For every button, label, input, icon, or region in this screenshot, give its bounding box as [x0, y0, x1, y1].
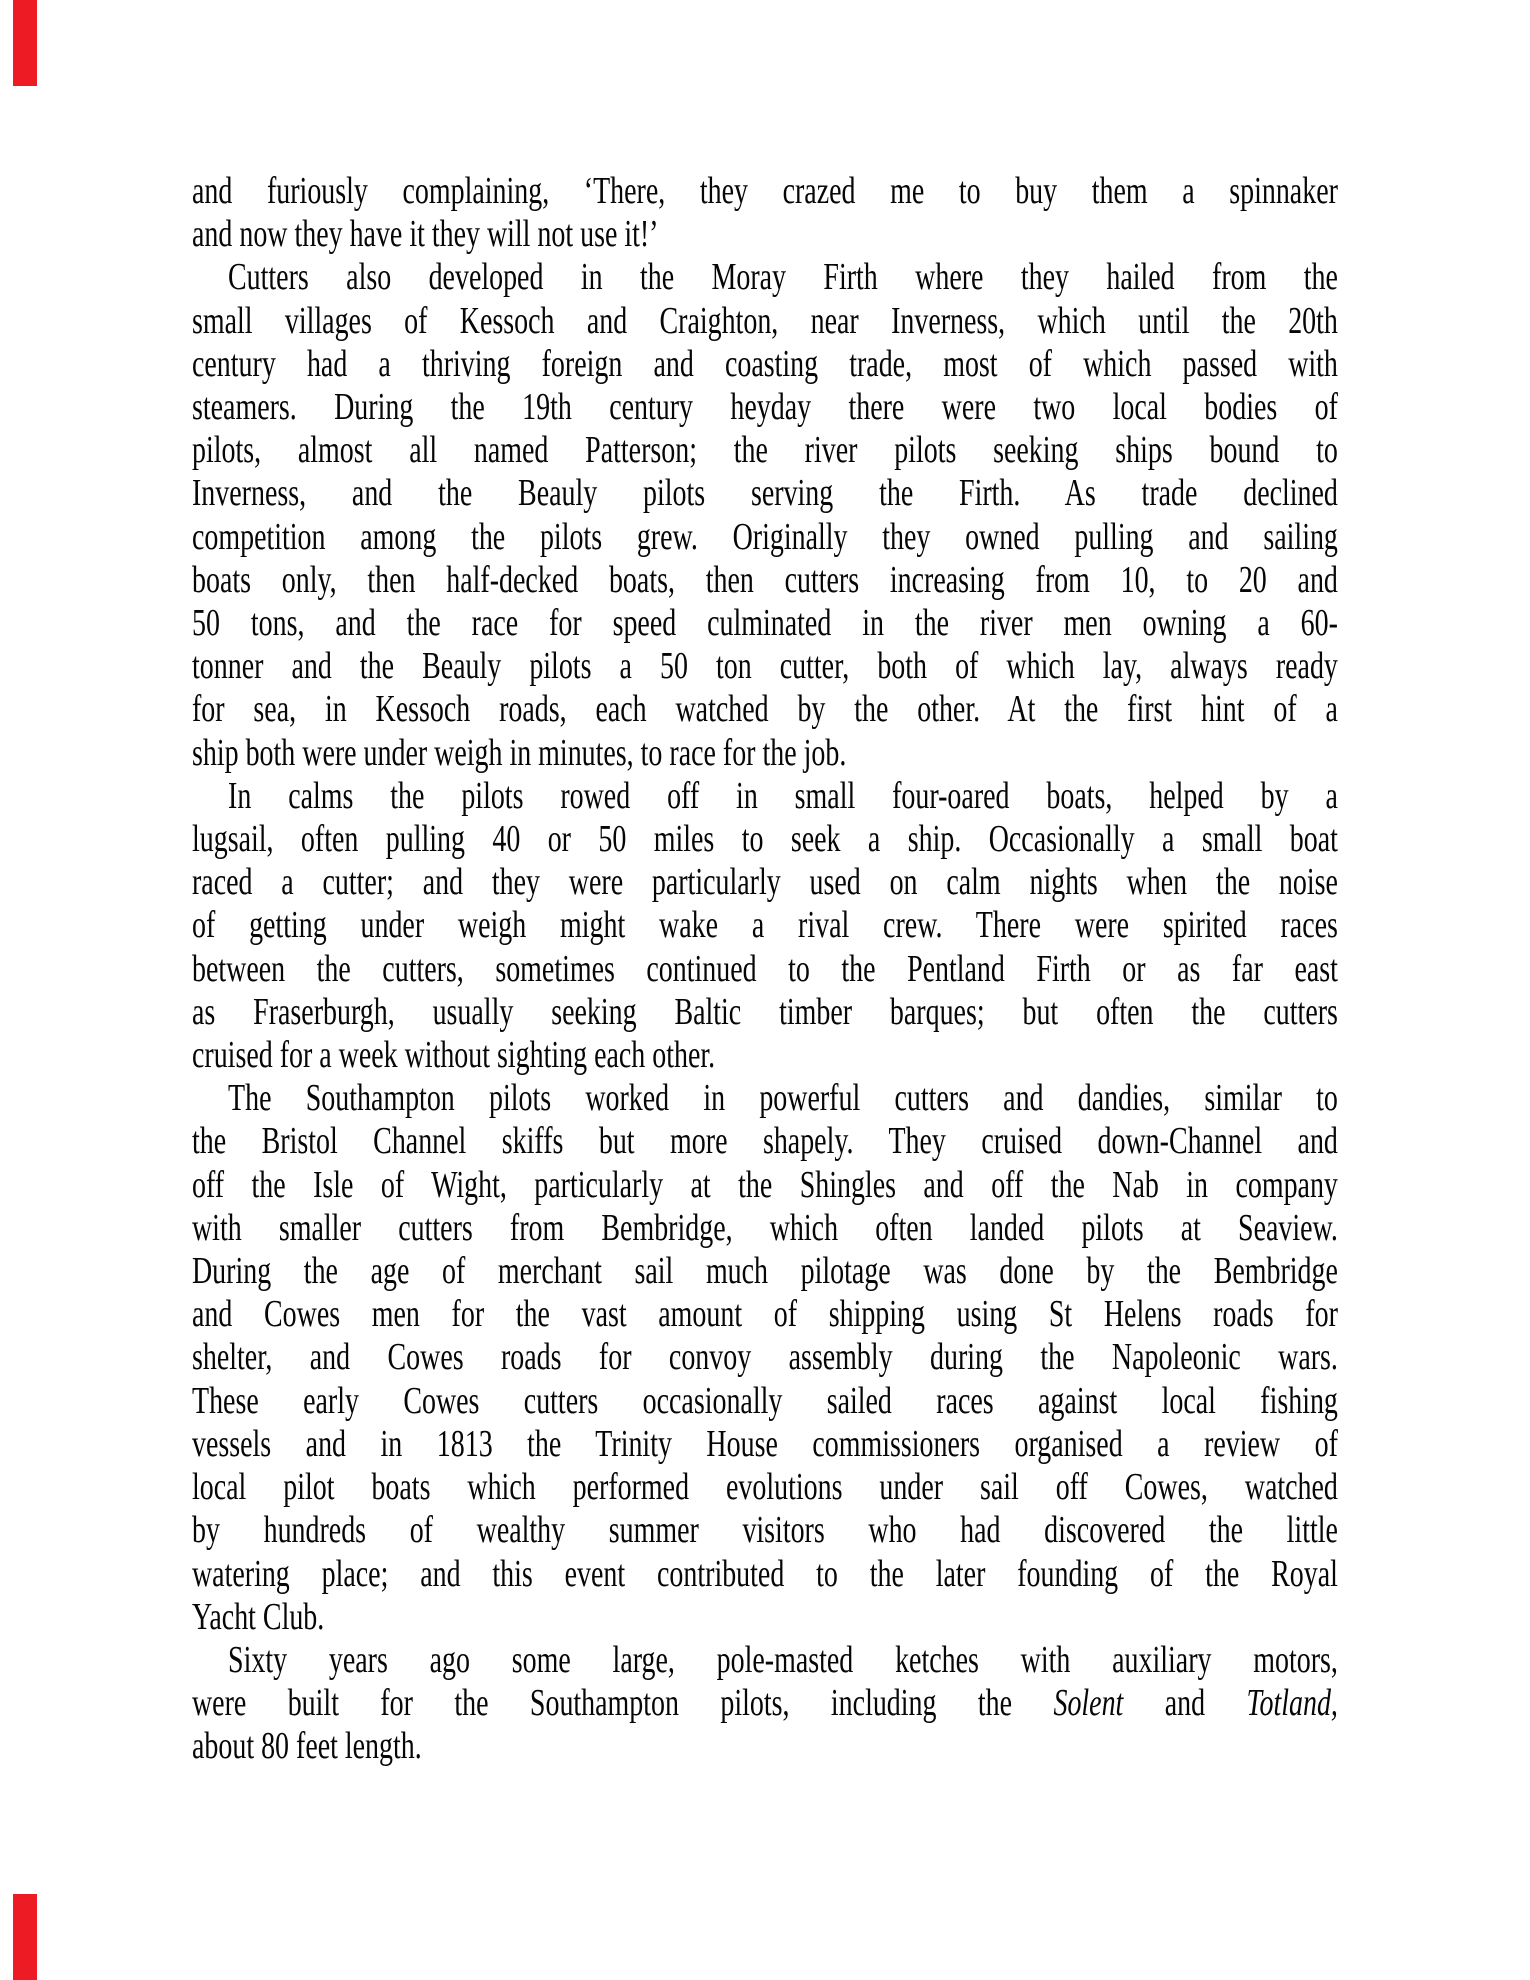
text-run: by hundreds of wealthy summer visitors who had discovered the little — [192, 1509, 1338, 1552]
text-run: watering place; and this event contributed to the later founding of the Royal — [192, 1552, 1338, 1595]
text-run: steamers. During the 19th century heyday there were two local bodies of — [192, 386, 1338, 429]
text-line — [192, 1682, 1338, 1725]
text-line — [192, 1423, 1338, 1466]
page-edge-mark-top — [13, 0, 37, 86]
text-line — [192, 1207, 1338, 1250]
text-line — [192, 732, 1338, 775]
text-line — [192, 343, 1338, 386]
text-run: pilots, almost all named Patterson; the river pilots seeking ships bound to — [192, 429, 1338, 472]
text-run: competition among the pilots grew. Originally they owned pulling and sailing — [192, 515, 1338, 558]
text-line — [192, 1596, 1338, 1639]
text-run: between the cutters, sometimes continued to the Pentland Firth or as far east — [192, 947, 1338, 990]
text-line — [192, 1725, 1338, 1768]
text-line — [192, 1293, 1338, 1336]
text-line — [192, 472, 1338, 515]
italic-text: Totland, — [1246, 1682, 1338, 1725]
text-run: with smaller cutters from Bembridge, which often landed pilots at Seaview. — [192, 1206, 1338, 1249]
text-run: tonner and the Beauly pilots a 50 ton cutter, both of which lay, always ready — [192, 645, 1338, 688]
text-line — [192, 1336, 1338, 1379]
text-line — [192, 1380, 1338, 1423]
text-line — [192, 1509, 1338, 1552]
text-run: off the Isle of Wight, particularly at the Shingles and off the Nab in company — [192, 1163, 1338, 1206]
text-run: about 80 feet length. — [192, 1725, 422, 1768]
text-line — [192, 300, 1338, 343]
text-line — [192, 1553, 1338, 1596]
text-line — [192, 818, 1338, 861]
text-run: shelter, and Cowes roads for convoy assembly during the Napoleonic wars. — [192, 1336, 1338, 1379]
text-run: the Bristol Channel skiffs but more shapely. They cruised down-Channel and — [192, 1120, 1338, 1163]
text-run: raced a cutter; and they were particularly used on calm nights when the noise — [192, 861, 1338, 904]
italic-text: Solent — [1053, 1682, 1124, 1725]
text-line — [192, 645, 1338, 688]
text-line — [192, 559, 1338, 602]
text-run: and furiously complaining, ‘There, they crazed me to buy them a spinnaker — [192, 170, 1338, 212]
text-run: small villages of Kessoch and Craighton, near Inverness, which until the 20th — [192, 299, 1338, 342]
text-line — [192, 861, 1338, 904]
text-run: vessels and in 1813 the Trinity House commissioners organised a review of — [192, 1422, 1338, 1465]
text-run: 50 tons, and the race for speed culminated in the river men owning a 60- — [192, 602, 1338, 645]
text-run: The Southampton pilots worked in powerful cutters and dandies, similar to — [228, 1077, 1338, 1120]
text-run: These early Cowes cutters occasionally sailed races against local fishing — [192, 1379, 1338, 1422]
text-run: for sea, in Kessoch roads, each watched by the other. At the first hint of a — [192, 688, 1338, 731]
text-line — [192, 516, 1338, 559]
text-run: of getting under weigh might wake a rival crew. There were spirited races — [192, 904, 1338, 947]
text-line — [192, 775, 1338, 818]
text-line — [192, 904, 1338, 947]
text-run: were built for the Southampton pilots, including the — [192, 1682, 1054, 1725]
text-line — [192, 991, 1338, 1034]
text-line — [192, 1466, 1338, 1509]
text-run: Sixty years ago some large, pole-masted ketches with auxiliary motors, — [228, 1638, 1338, 1681]
text-run: During the age of merchant sail much pilotage was done by the Bembridge — [192, 1250, 1338, 1293]
text-run: boats only, then half-decked boats, then cutters increasing from 10, to 20 and — [192, 558, 1338, 601]
text-run: Inverness, and the Beauly pilots serving the Firth. As trade declined — [192, 472, 1338, 515]
text-run: lugsail, often pulling 40 or 50 miles to seek a ship. Occasionally a small boat — [192, 818, 1338, 861]
text-line — [192, 688, 1338, 731]
text-run: ship both were under weigh in minutes, to race for the job. — [192, 731, 847, 774]
paragraph — [192, 256, 1338, 774]
text-line — [192, 1164, 1338, 1207]
text-line — [192, 1250, 1338, 1293]
text-line — [192, 213, 1338, 256]
text-run: local pilot boats which performed evolutions under sail off Cowes, watched — [192, 1466, 1338, 1509]
text-run: century had a thriving foreign and coasting trade, most of which passed with — [192, 342, 1338, 385]
text-run: and Cowes men for the vast amount of shipping using St Helens roads for — [192, 1293, 1338, 1336]
text-run: and now they have it they will not use it!’ — [192, 213, 659, 256]
text-line — [192, 948, 1338, 991]
text-run: cruised for a week without sighting each other. — [192, 1034, 716, 1077]
text-line — [192, 386, 1338, 429]
page-text — [192, 170, 1338, 1769]
text-run: Cutters also developed in the Moray Firth where they hailed from the — [228, 256, 1338, 299]
text-run: In calms the pilots rowed off in small four-oared boats, helped by a — [228, 774, 1338, 817]
page-edge-mark-bottom — [13, 1894, 37, 1980]
text-run: and — [1123, 1682, 1247, 1725]
text-run: Yacht Club. — [192, 1595, 325, 1638]
text-line — [192, 602, 1338, 645]
text-line — [192, 429, 1338, 472]
text-line — [192, 1120, 1338, 1163]
text-line — [192, 170, 1338, 213]
paragraph — [192, 1639, 1338, 1769]
paragraph — [192, 1077, 1338, 1639]
paragraph — [192, 170, 1338, 256]
text-line — [192, 256, 1338, 299]
text-line — [192, 1034, 1338, 1077]
text-line — [192, 1639, 1338, 1682]
text-line — [192, 1077, 1338, 1120]
text-run: as Fraserburgh, usually seeking Baltic timber barques; but often the cutters — [192, 990, 1338, 1033]
paragraph — [192, 775, 1338, 1077]
